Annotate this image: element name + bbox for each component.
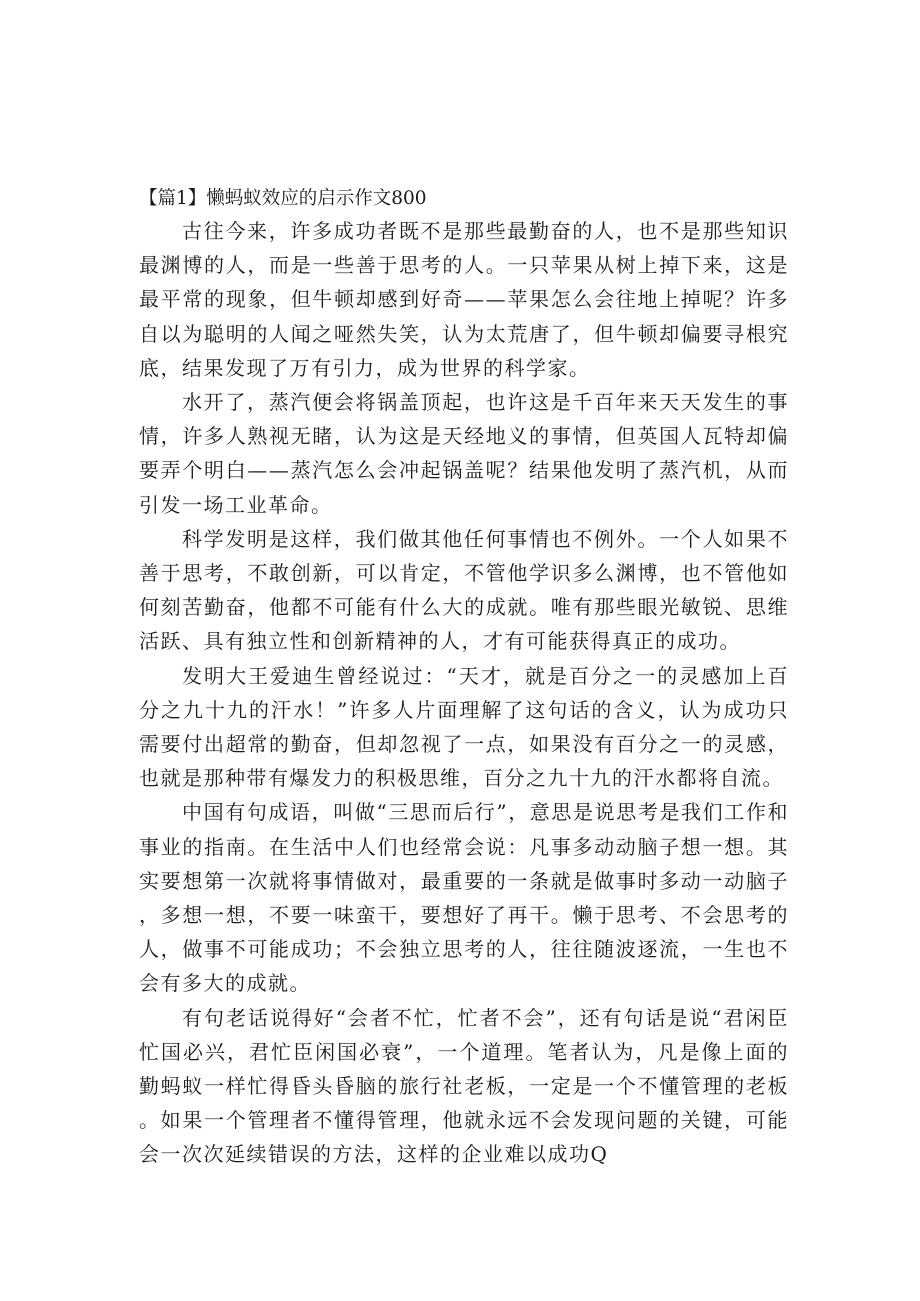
paragraph-3: 科学发明是这样，我们做其他任何事情也不例外。一个人如果不善于思考，不敢创新，可以肯定，不管他学识多么渊博，也不管他如何刻苦勤奋，他都不可能有什么大的成就。唯有那些眼光敏锐、思维活跃、具有独立性和创新精神的人，才有可能获得真正的成功。 [139,526,789,654]
article-title: 【篇1】懒蚂蚁效应的启示作文800 [139,188,427,209]
paragraph-2: 水开了，蒸汽便会将锅盖顶起，也许这是千百年来天天发生的事情，许多人熟视无睹，认为这是天经地义的事情，但英国人瓦特却偏要弄个明白——蒸汽怎么会冲起锅盖呢？结果他发明了蒸汽机，从而引发一场工业革命。 [139,390,789,517]
paragraph-6: 有句老话说得好“会者不忙，忙者不会”，还有句话是说“君闲臣忙国必兴，君忙臣闲国必衰”，一个道理。笔者认为，凡是像上面的勤蚂蚁一样忙得昏头昏脑的旅行社老板，一定是一个不懂管理的老板。如果一个管理者不懂得管理，他就永远不会发现问题的关键，可能会一次次延续错误的方法，这样的企业难以成功Q [139,1005,789,1167]
paragraph-1: 古往今来，许多成功者既不是那些最勤奋的人，也不是那些知识最渊博的人，而是一些善于思考的人。一只苹果从树上掉下来，这是最平常的现象，但牛顿却感到好奇——苹果怎么会往地上掉呢？许多自以为聪明的人闻之哑然失笑，认为太荒唐了，但牛顿却偏要寻根究底，结果发现了万有引力，成为世界的科学家。 [139,219,789,380]
paragraph-4: 发明大王爱迪生曾经说过：“天才，就是百分之一的灵感加上百分之九十九的汗水！”许多人片面理解了这句话的含义，认为成功只需要付出超常的勤奋，但却忽视了一点，如果没有百分之一的灵感，也就是那种带有爆发力的积极思维，百分之九十九的汗水都将自流。 [139,663,789,791]
paragraph-5: 中国有句成语，叫做“三思而后行”，意思是说思考是我们工作和事业的指南。在生活中人们也经常会说：凡事多动动脑子想一想。其实要想第一次就将事情做对，最重要的一条就是做事时多动一动脑子，多想一想，不要一味蛮干，要想好了再干。懒于思考、不会思考的人，做事不可能成功；不会独立思考的人，往往随波逐流，一生也不会有多大的成就。 [139,800,789,996]
article-body [139,184,789,1172]
